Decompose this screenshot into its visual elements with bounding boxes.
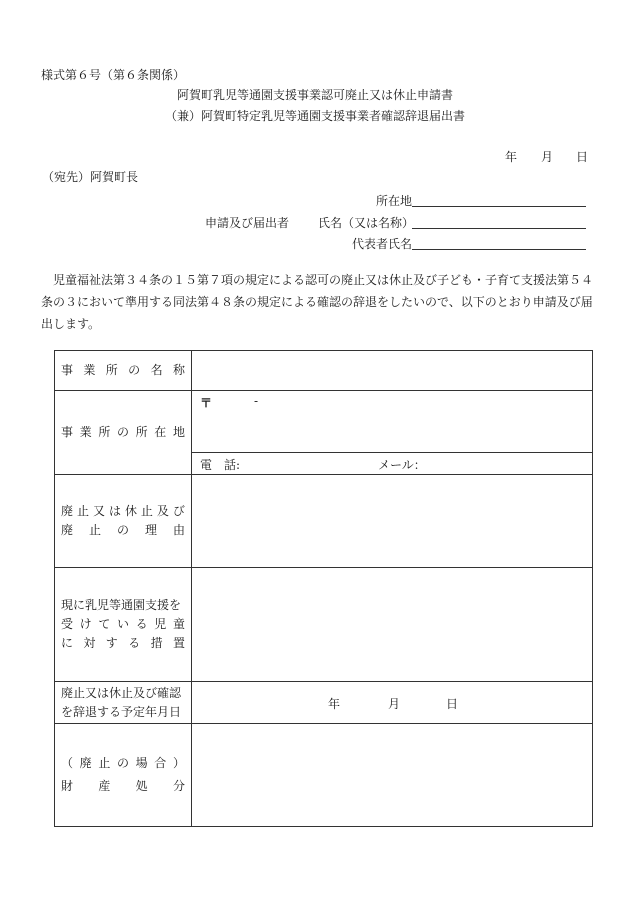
measures-label-cell <box>55 568 192 682</box>
property-field[interactable] <box>192 724 593 827</box>
office-address-label-cell <box>55 391 192 475</box>
addressee: （宛先）阿賀町長 <box>42 170 139 184</box>
office-name-field[interactable] <box>192 351 593 391</box>
measures-label-row-3: に 対 す る 措 置 <box>61 636 185 650</box>
date-month: 月 <box>541 150 554 164</box>
planned-month: 月 <box>388 697 401 711</box>
application-table <box>54 350 593 827</box>
field-representative-line[interactable] <box>412 249 586 250</box>
date-day: 日 <box>576 150 589 164</box>
office-name-label-cell <box>55 351 192 391</box>
body-line-2: 条の３において準用する同法第４８条の規定による確認の辞退をしたいので、以下のとおり申請及び届 <box>41 295 593 309</box>
measures-label-row-1: 現に乳児等通園支援を <box>61 598 182 612</box>
reason-field[interactable] <box>192 475 593 568</box>
email-field[interactable] <box>432 456 582 472</box>
postal-mark: 〒 <box>200 396 213 410</box>
planned-year: 年 <box>328 697 341 711</box>
reason-label-cell <box>55 475 192 568</box>
body-line-1: 児童福祉法第３４条の１５第７項の規定による認可の廃止又は休止及び子ども・子育て支援法第５４ <box>53 273 594 287</box>
phone-label: 電 話: <box>200 458 241 472</box>
reason-label-row-1: 廃 止 又 は 休 止 及 び <box>61 504 185 518</box>
field-address-line[interactable] <box>412 206 586 207</box>
office-address-field[interactable] <box>192 391 592 453</box>
measures-label-row-2: 受 け て い る 児 童 <box>61 617 185 631</box>
office-address-label: 事 業 所 の 所 在 地 <box>61 425 185 439</box>
body-line-3: 出します。 <box>41 317 101 331</box>
planned-date-label-row-1: 廃止又は休止及び確認 <box>61 685 182 700</box>
office-address-cell <box>192 391 593 475</box>
planned-date-label-cell <box>55 682 192 724</box>
planned-date-label-row-2: を辞退する予定年月日 <box>61 704 182 719</box>
measures-field[interactable] <box>192 568 593 682</box>
planned-date-field[interactable] <box>192 682 593 724</box>
date-year: 年 <box>505 150 518 164</box>
field-address-label: 所在地 <box>376 194 413 208</box>
field-name-label: 氏名（又は名称） <box>318 216 415 230</box>
contact-row <box>192 453 592 474</box>
title-line-1: 阿賀町乳児等通園支援事業認可廃止又は休止申請書 <box>176 88 453 102</box>
form-number: 様式第６号（第６条関係） <box>41 68 186 82</box>
email-label: メール： <box>378 458 426 472</box>
postal-dash: - <box>254 394 259 408</box>
title-line-2: （兼）阿賀町特定乳児等通園支援事業者確認辞退届出書 <box>164 109 465 123</box>
reason-label-row-2: 廃 止 の 理 由 <box>61 523 185 537</box>
property-label-row-2: 財 産 処 分 <box>61 779 185 793</box>
property-label-row-1: （ 廃 止 の 場 合 ） <box>61 756 185 770</box>
applicant-role: 申請及び届出者 <box>205 216 290 230</box>
planned-day: 日 <box>446 697 459 711</box>
field-representative-label: 代表者氏名 <box>352 237 413 251</box>
field-name-line[interactable] <box>412 228 586 229</box>
office-name-label: 事 業 所 の 名 称 <box>61 363 185 377</box>
property-label-cell <box>55 724 192 827</box>
